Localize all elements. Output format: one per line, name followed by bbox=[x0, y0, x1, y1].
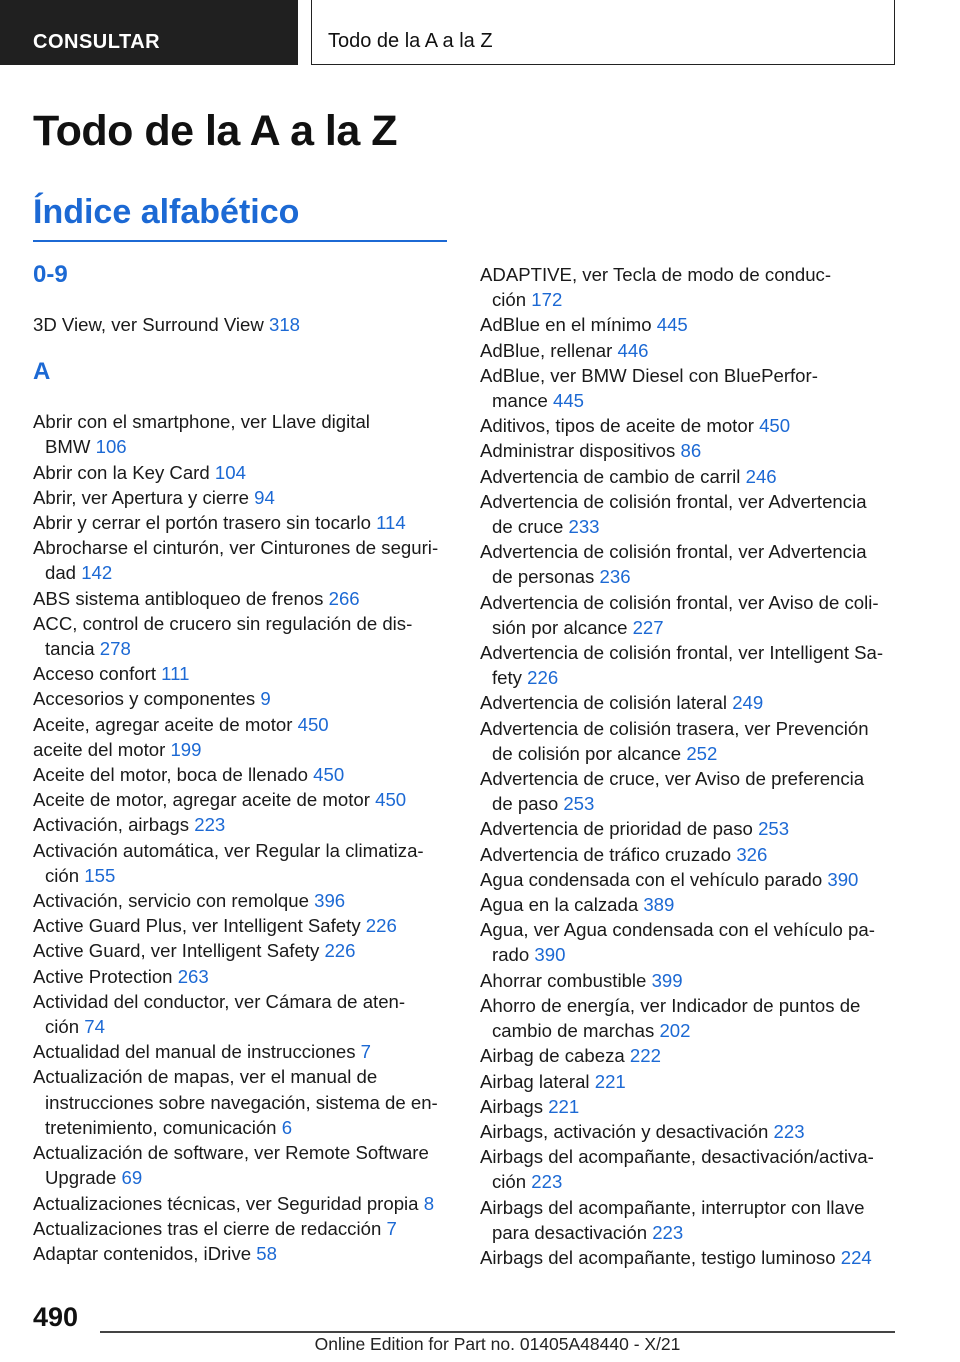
entry-text: Advertencia de colisión frontal, ver Advertencia bbox=[480, 490, 867, 512]
entry-line bbox=[33, 314, 300, 335]
index-entry bbox=[480, 842, 920, 867]
page-link[interactable]: 172 bbox=[531, 289, 563, 311]
entry-line bbox=[480, 1018, 920, 1043]
index-entry bbox=[33, 712, 453, 737]
index-entry bbox=[480, 338, 920, 363]
entry-line bbox=[33, 1218, 397, 1239]
entry-text: dad bbox=[45, 562, 77, 584]
index-entry bbox=[33, 460, 453, 485]
entry-text: Actualizaciones tras el cierre de redacción bbox=[33, 1217, 382, 1239]
index-entry bbox=[480, 1069, 920, 1094]
entry-line bbox=[33, 1165, 453, 1190]
entry-text: Actualidad del manual de instrucciones bbox=[33, 1041, 356, 1063]
page-link[interactable]: 155 bbox=[84, 864, 116, 886]
entry-text: Advertencia de cruce, ver Aviso de preferencia bbox=[480, 768, 865, 790]
page-link[interactable]: 226 bbox=[324, 940, 356, 962]
index-entry bbox=[33, 1039, 453, 1064]
page-link[interactable]: 6 bbox=[281, 1116, 293, 1138]
page-link[interactable]: 223 bbox=[194, 814, 226, 836]
entry-line bbox=[480, 340, 649, 361]
entry-text: Accesorios y componentes bbox=[33, 688, 256, 710]
page-link[interactable]: 111 bbox=[161, 663, 190, 685]
index-column-left bbox=[33, 258, 453, 1266]
page-link[interactable]: 450 bbox=[297, 713, 329, 735]
entry-text: Active Guard, ver Intelligent Safety bbox=[33, 940, 320, 962]
page-link[interactable]: 249 bbox=[732, 692, 764, 714]
entry-text: Active Protection bbox=[33, 965, 173, 987]
page-link[interactable]: 236 bbox=[599, 566, 631, 588]
page-link[interactable]: 222 bbox=[629, 1045, 661, 1067]
entry-line bbox=[480, 1096, 579, 1117]
entry-line bbox=[480, 415, 790, 436]
section-tab-consultar[interactable]: CONSULTAR bbox=[0, 0, 298, 65]
page-link[interactable]: 318 bbox=[269, 314, 301, 335]
entry-text: Ahorro de energía, ver Indicador de puntos de bbox=[480, 994, 861, 1016]
entry-text: Advertencia de prioridad de paso bbox=[480, 818, 753, 840]
entry-text: aceite del motor bbox=[33, 738, 166, 760]
entry-line bbox=[33, 863, 453, 888]
page-link[interactable]: 399 bbox=[651, 969, 683, 991]
index-entry bbox=[33, 964, 453, 989]
page-link[interactable]: 227 bbox=[632, 616, 664, 638]
index-entry bbox=[480, 413, 920, 438]
index-entry bbox=[480, 1144, 920, 1194]
index-entry bbox=[33, 812, 453, 837]
page-title: Todo de la A a la Z bbox=[33, 107, 397, 155]
entry-text: Airbags bbox=[480, 1095, 544, 1117]
entry-text: de colisión por alcance bbox=[492, 742, 682, 764]
entry-text: Adaptar contenidos, iDrive bbox=[33, 1242, 252, 1264]
entry-text: Active Guard Plus, ver Intelligent Safety bbox=[33, 915, 361, 937]
page-link[interactable]: 396 bbox=[314, 890, 346, 912]
entry-line bbox=[33, 966, 209, 987]
page-link[interactable]: 390 bbox=[534, 944, 566, 966]
entry-line bbox=[480, 287, 920, 312]
page-link[interactable]: 233 bbox=[568, 516, 600, 538]
entry-text: BMW bbox=[45, 436, 91, 458]
entry-line bbox=[33, 636, 453, 661]
index-entry bbox=[33, 510, 453, 535]
entry-line bbox=[33, 434, 453, 459]
entry-text: Abrir, ver Apertura y cierre bbox=[33, 486, 249, 508]
index-entry bbox=[33, 586, 453, 611]
entry-line bbox=[480, 844, 767, 865]
entry-text: Airbags, activación y desactivación bbox=[480, 1120, 769, 1142]
entry-line bbox=[33, 1115, 453, 1140]
page-link[interactable]: 450 bbox=[375, 789, 407, 811]
entry-text: ción bbox=[45, 1016, 80, 1038]
index-entry bbox=[33, 938, 453, 963]
entry-line bbox=[480, 615, 920, 640]
index-entry bbox=[480, 539, 920, 589]
index-entry bbox=[33, 737, 453, 762]
entry-line bbox=[480, 1071, 626, 1092]
page-link[interactable]: 226 bbox=[365, 915, 397, 937]
index-entry bbox=[33, 888, 453, 913]
entry-text: Activación automática, ver Regular la climatiza- bbox=[33, 839, 424, 861]
index-entry bbox=[480, 690, 920, 715]
index-entry bbox=[480, 766, 920, 816]
entry-line bbox=[33, 789, 406, 810]
entry-line bbox=[33, 588, 360, 609]
page-link[interactable]: 278 bbox=[99, 638, 131, 660]
entry-text: Aditivos, tipos de aceite de motor bbox=[480, 415, 754, 437]
entry-line bbox=[33, 940, 355, 961]
entry-line bbox=[480, 514, 920, 539]
page-link[interactable]: 202 bbox=[659, 1020, 691, 1042]
entry-text: AdBlue en el mínimo bbox=[480, 314, 652, 336]
section-heading-0-9: 0-9 bbox=[33, 261, 68, 288]
index-entry bbox=[33, 913, 453, 938]
index-entry bbox=[33, 1064, 453, 1140]
index-entry bbox=[480, 892, 920, 917]
index-entry bbox=[33, 989, 453, 1039]
index-entry bbox=[33, 1191, 453, 1216]
entry-text: fety bbox=[492, 667, 522, 689]
index-entry bbox=[480, 1119, 920, 1144]
entry-text: de paso bbox=[492, 793, 559, 815]
page-link[interactable]: 224 bbox=[840, 1246, 872, 1268]
entry-text: ADAPTIVE, ver Tecla de modo de conduc- bbox=[480, 264, 832, 285]
entry-line bbox=[480, 894, 674, 915]
page-link[interactable]: 7 bbox=[386, 1217, 397, 1239]
entry-text: ción bbox=[492, 289, 527, 311]
entry-text: Actualización de mapas, ver el manual de bbox=[33, 1066, 378, 1088]
page-link[interactable]: 199 bbox=[170, 738, 202, 760]
index-entry bbox=[33, 1140, 453, 1190]
page-link[interactable]: 223 bbox=[652, 1221, 684, 1243]
entry-text: Airbags del acompañante, interruptor con llave bbox=[480, 1196, 865, 1218]
page-subtitle: Índice alfabético bbox=[33, 193, 300, 231]
entry-text: Abrir con el smartphone, ver Llave digital bbox=[33, 411, 370, 433]
entry-line bbox=[33, 1014, 453, 1039]
entry-text: Agua condensada con el vehículo parado bbox=[480, 868, 823, 890]
entry-text: Airbags del acompañante, testigo luminoso bbox=[480, 1246, 836, 1268]
entry-line bbox=[480, 665, 920, 690]
entry-text: AdBlue, ver BMW Diesel con BluePerfor- bbox=[480, 364, 818, 386]
entry-text: tretenimiento, comunicación bbox=[45, 1116, 277, 1138]
index-entry bbox=[480, 489, 920, 539]
index-entry bbox=[33, 838, 453, 888]
index-entry bbox=[480, 968, 920, 993]
section-heading-a: A bbox=[33, 358, 51, 386]
entry-line bbox=[33, 739, 202, 760]
page-link[interactable]: 142 bbox=[81, 562, 113, 584]
entry-text: Actualizaciones técnicas, ver Seguridad propia bbox=[33, 1192, 419, 1214]
index-column-right bbox=[480, 262, 920, 1270]
entry-line bbox=[33, 915, 397, 936]
index-entry bbox=[480, 917, 920, 967]
edition-note: Online Edition for Part no. 01405A48440 - X/21 bbox=[314, 1334, 681, 1354]
index-entry bbox=[480, 590, 920, 640]
entry-line bbox=[480, 314, 688, 335]
entry-text: Airbag lateral bbox=[480, 1070, 590, 1092]
page-link[interactable]: 86 bbox=[680, 440, 702, 462]
index-entry bbox=[480, 1245, 920, 1270]
entry-line bbox=[33, 1243, 277, 1264]
entry-text: Aceite de motor, agregar aceite de motor bbox=[33, 789, 370, 811]
page-link[interactable]: 106 bbox=[95, 436, 127, 458]
index-entry bbox=[33, 762, 453, 787]
entry-text: Activación, servicio con remolque bbox=[33, 890, 309, 912]
entry-text: Advertencia de colisión frontal, ver Intelligent Sa- bbox=[480, 642, 884, 664]
entry-text: Airbags del acompañante, desactivación/activa- bbox=[480, 1146, 874, 1168]
index-entry bbox=[480, 867, 920, 892]
page-link[interactable]: 389 bbox=[643, 894, 675, 916]
entry-text: Actualización de software, ver Remote Software bbox=[33, 1142, 429, 1164]
index-entry bbox=[480, 1094, 920, 1119]
index-entry bbox=[33, 1241, 453, 1266]
entry-text: Advertencia de colisión frontal, ver Advertencia bbox=[480, 541, 867, 563]
entry-line bbox=[33, 814, 225, 835]
entry-line bbox=[480, 1220, 920, 1245]
entry-line bbox=[480, 942, 920, 967]
entry-line bbox=[480, 791, 920, 816]
index-entry bbox=[480, 816, 920, 841]
header bbox=[0, 0, 960, 65]
index-entry bbox=[480, 993, 920, 1043]
page-number: 490 bbox=[33, 1302, 79, 1332]
page-link[interactable]: 223 bbox=[773, 1120, 805, 1142]
page-link[interactable]: 9 bbox=[260, 688, 271, 710]
page-link[interactable]: 94 bbox=[254, 486, 275, 508]
entry-text: Advertencia de colisión frontal, ver Aviso de coli- bbox=[480, 591, 879, 613]
entry-text: ABS sistema antibloqueo de frenos bbox=[33, 587, 324, 609]
entry-text: sión por alcance bbox=[492, 616, 628, 638]
entry-text: Actividad del conductor, ver Cámara de aten- bbox=[33, 990, 406, 1012]
entry-text: Ahorrar combustible bbox=[480, 969, 647, 991]
page-link[interactable]: 223 bbox=[531, 1171, 563, 1193]
page-link[interactable]: 7 bbox=[360, 1041, 372, 1063]
entry-text: Agua en la calzada bbox=[480, 894, 639, 916]
index-entry bbox=[480, 363, 920, 413]
index-entry bbox=[33, 661, 453, 686]
entry-text: de personas bbox=[492, 566, 595, 588]
entry-text: instrucciones sobre navegación, sistema de en- bbox=[45, 1091, 438, 1113]
entry-text: Abrir con la Key Card bbox=[33, 461, 210, 483]
entry-text: rado bbox=[492, 944, 530, 966]
index-entry bbox=[33, 611, 453, 661]
page-link[interactable]: 450 bbox=[759, 415, 791, 437]
page-link[interactable]: 252 bbox=[686, 742, 718, 764]
entry-text: Acceso confort bbox=[33, 663, 156, 685]
index-list-right bbox=[480, 262, 920, 1270]
chapter-tab[interactable]: Todo de la A a la Z bbox=[311, 0, 895, 65]
entry-line bbox=[33, 890, 345, 911]
entry-line bbox=[33, 714, 329, 735]
entry-text: mance bbox=[492, 390, 548, 412]
entry-text: AdBlue, rellenar bbox=[480, 339, 613, 361]
entry-text: Advertencia de tráfico cruzado bbox=[480, 843, 732, 865]
page-link[interactable]: 246 bbox=[745, 465, 777, 487]
entry-line bbox=[480, 440, 701, 461]
entry-text: Aceite, agregar aceite de motor bbox=[33, 713, 293, 735]
page-link[interactable]: 221 bbox=[548, 1095, 580, 1117]
page-link[interactable]: 390 bbox=[827, 868, 859, 890]
index-entry bbox=[33, 1216, 453, 1241]
page-link[interactable]: 445 bbox=[656, 314, 688, 336]
entry-text: ción bbox=[45, 864, 80, 886]
page-link[interactable]: 253 bbox=[563, 793, 595, 815]
page-link[interactable]: 8 bbox=[423, 1192, 435, 1214]
index-entry bbox=[33, 312, 453, 337]
entry-text: ción bbox=[492, 1171, 527, 1193]
index-entry bbox=[33, 787, 453, 812]
entry-line bbox=[480, 692, 763, 713]
entry-text: de cruce bbox=[492, 516, 564, 538]
page-link[interactable]: 104 bbox=[214, 461, 246, 483]
page-link[interactable]: 58 bbox=[256, 1242, 277, 1264]
index-entry bbox=[33, 485, 453, 510]
entry-text: ACC, control de crucero sin regulación de dis- bbox=[33, 612, 413, 634]
page-link[interactable]: 450 bbox=[313, 764, 345, 786]
entry-line bbox=[480, 1121, 805, 1142]
entry-line bbox=[33, 1041, 371, 1062]
entry-line bbox=[33, 512, 406, 533]
entry-text: 3D View, ver Surround View bbox=[33, 314, 264, 335]
page-link[interactable]: 445 bbox=[552, 390, 585, 412]
entry-text: Abrir y cerrar el portón trasero sin tocarlo bbox=[33, 512, 371, 534]
entry-text: tancia bbox=[45, 638, 95, 660]
index-list-a bbox=[33, 409, 453, 1266]
entry-line bbox=[480, 564, 920, 589]
index-entry bbox=[480, 312, 920, 337]
entry-text: Abrocharse el cinturón, ver Cinturones de seguri- bbox=[33, 537, 439, 559]
page-link[interactable]: 263 bbox=[177, 965, 209, 987]
entry-line bbox=[480, 1169, 920, 1194]
entry-line bbox=[33, 560, 453, 585]
entry-text: Administrar dispositivos bbox=[480, 440, 676, 462]
entry-line bbox=[33, 462, 246, 483]
entry-text: para desactivación bbox=[492, 1221, 648, 1243]
index-entry bbox=[33, 535, 453, 585]
entry-text: cambio de marchas bbox=[492, 1020, 655, 1042]
entry-line bbox=[480, 741, 920, 766]
page-link[interactable]: 266 bbox=[328, 587, 360, 609]
entry-line bbox=[33, 487, 275, 508]
entry-text: Airbag de cabeza bbox=[480, 1045, 625, 1067]
entry-line bbox=[480, 1045, 661, 1066]
index-entry bbox=[33, 409, 453, 459]
page-link[interactable]: 221 bbox=[594, 1070, 626, 1092]
entry-text: Upgrade bbox=[45, 1167, 117, 1189]
page-link[interactable]: 326 bbox=[736, 843, 768, 865]
entry-text: Activación, airbags bbox=[33, 814, 190, 836]
entry-line bbox=[33, 688, 271, 709]
entry-line bbox=[480, 970, 683, 991]
subtitle-divider bbox=[33, 240, 447, 242]
page-link[interactable]: 69 bbox=[121, 1167, 143, 1189]
entry-text: Advertencia de cambio de carril bbox=[480, 465, 741, 487]
index-entry bbox=[480, 1043, 920, 1068]
index-entry bbox=[480, 640, 920, 690]
index-entry bbox=[480, 464, 920, 489]
page-link[interactable]: 253 bbox=[758, 818, 790, 840]
entry-text: Agua, ver Agua condensada con el vehículo pa- bbox=[480, 919, 875, 941]
page-link[interactable]: 74 bbox=[84, 1016, 105, 1038]
entry-line bbox=[33, 663, 189, 684]
index-entry bbox=[480, 716, 920, 766]
page-link[interactable]: 226 bbox=[527, 667, 559, 689]
entry-line bbox=[480, 388, 920, 413]
entry-line bbox=[33, 1193, 434, 1214]
index-entry bbox=[480, 262, 920, 312]
entry-text: Aceite del motor, boca de llenado bbox=[33, 764, 308, 786]
entry-line bbox=[480, 869, 858, 890]
index-entry bbox=[480, 1195, 920, 1245]
entry-line bbox=[33, 764, 344, 785]
page-link[interactable]: 446 bbox=[617, 339, 649, 361]
entry-line bbox=[480, 1247, 872, 1268]
entry-line bbox=[480, 466, 777, 487]
index-entry bbox=[33, 686, 453, 711]
index-list-0-9 bbox=[33, 312, 453, 337]
entry-text: Advertencia de colisión lateral bbox=[480, 692, 728, 714]
entry-line bbox=[480, 818, 789, 839]
index-entry bbox=[480, 438, 920, 463]
footer-divider bbox=[100, 1331, 895, 1333]
page-link[interactable]: 114 bbox=[376, 512, 406, 534]
entry-text: Advertencia de colisión trasera, ver Prevención bbox=[480, 717, 869, 739]
